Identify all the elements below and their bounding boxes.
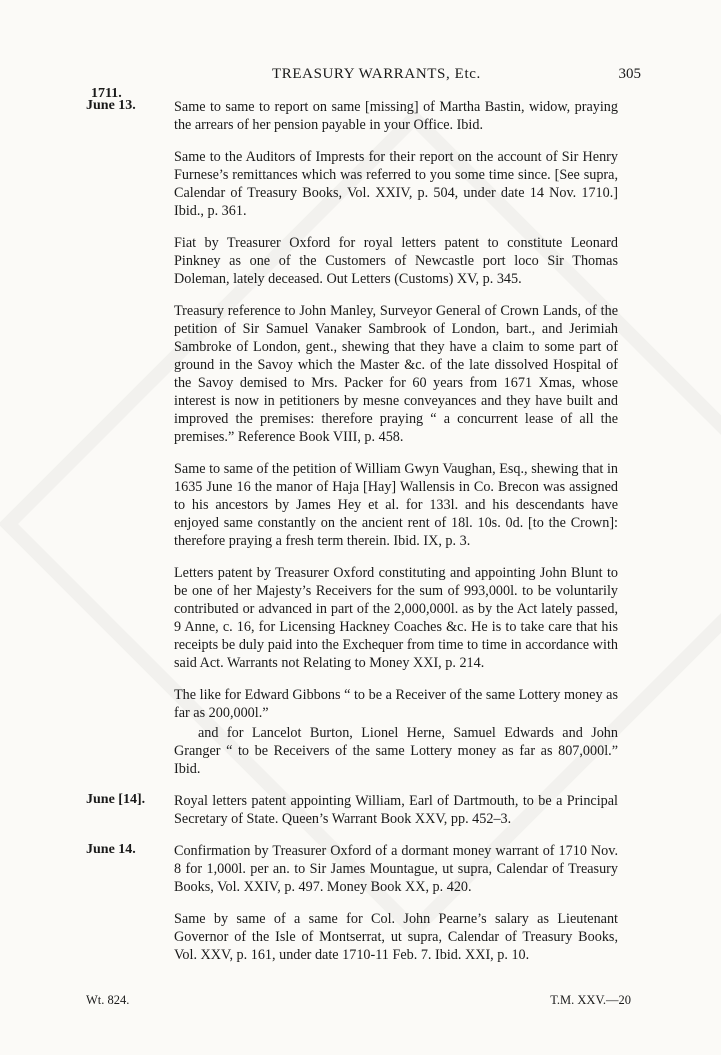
- entry-text: Same to the Auditors of Imprests for their report on the account of Sir Henry Furnese’s remittances which was referred to you some time since. [See supra, Calendar of Treasury Books, Vol. XXIV, p. 504, under date 14 Nov. 1710.] Ibid., p. 361.: [174, 149, 618, 219]
- entry-date: June 14.: [86, 842, 136, 857]
- entry: [0, 686, 721, 778]
- entry: [0, 564, 721, 672]
- entry-continuation: and for Lancelot Burton, Lionel Herne, Samuel Edwards and John Granger “ to be Receivers of the same Lottery money as far as 807,000l.” Ibid.: [174, 725, 618, 777]
- entries-list: [0, 98, 721, 976]
- entry-text: Same to same of the petition of William Gwyn Vaughan, Esq., shewing that in 1635 June 16 the manor of Haja [Hay] Wallensis in Co. Brecon was assigned to his ancestors by James Hey et al. for 133l. and his descendants have enjoyed same constantly on the ancient rent of 18l. 10s. 0d. [to the Crown]: therefore praying a fresh term therein. Ibid. IX, p. 3.: [174, 461, 618, 549]
- page-number: 305: [618, 66, 641, 82]
- running-title: TREASURY WARRANTS, Etc.: [272, 66, 481, 82]
- entry: [0, 148, 721, 220]
- entry: [0, 910, 721, 964]
- entry-date: June 13.: [86, 98, 136, 113]
- entry-text: Same to same to report on same [missing] of Martha Bastin, widow, praying the arrears of her pension payable in your Office. Ibid.: [174, 99, 618, 133]
- entry-text: Fiat by Treasurer Oxford for royal letters patent to constitute Leonard Pinkney as one of the Customers of Newcastle port loco Sir Thomas Doleman, lately deceased. Out Letters (Customs) XV, p. 345.: [174, 235, 618, 287]
- entry-text: The like for Edward Gibbons “ to be a Receiver of the same Lottery money as far as 200,000l.”: [174, 687, 618, 721]
- page-footer: [0, 993, 721, 1013]
- entry-date: June [14].: [86, 792, 146, 807]
- printer-mark: Wt. 824.: [86, 993, 130, 1007]
- entry: [0, 98, 721, 134]
- entry-text: Confirmation by Treasurer Oxford of a dormant money warrant of 1710 Nov. 8 for 1,000l. per an. to Sir James Mountague, ut supra, Calendar of Treasury Books, Vol. XXIV, p. 497. Money Book XX, p. 420.: [174, 843, 618, 895]
- signature-mark: T.M. XXV.—20: [550, 993, 631, 1007]
- entry: [0, 792, 721, 828]
- entry: [0, 234, 721, 288]
- entry: [0, 842, 721, 896]
- entry-text: Treasury reference to John Manley, Surveyor General of Crown Lands, of the petition of Sir Samuel Vanaker Sambrook of London, bart., and Jerimiah Sambroke of London, gent., shewing that they have a claim to some part of ground in the Savoy which the Master &c. of the late dissolved Hospital of the Savoy demised to Mrs. Packer for 60 years from 1671 Xmas, whose interest is now in petitioners by mesne conveyances and they have built and improved the premises: therefore praying “ a concurrent lease of all the premises.” Reference Book VIII, p. 458.: [174, 303, 618, 445]
- year-marker: 1711.: [91, 86, 122, 101]
- entry: [0, 302, 721, 446]
- entry-text: Royal letters patent appointing William, Earl of Dartmouth, to be a Principal Secretary of State. Queen’s Warrant Book XXV, pp. 452–3.: [174, 793, 618, 827]
- entry-text: Letters patent by Treasurer Oxford constituting and appointing John Blunt to be one of her Majesty’s Receivers for the sum of 993,000l. to be voluntarily contributed or advanced in part of the 2,000,000l. as by the Act lately passed, 9 Anne, c. 16, for Licensing Hackney Coaches &c. He is to take care that his receipts be duly paid into the Exchequer from time to time in accordance with said Act. Warrants not Relating to Money XXI, p. 214.: [174, 565, 618, 671]
- entry-text: Same by same of a same for Col. John Pearne’s salary as Lieutenant Governor of the Isle of Montserrat, ut supra, Calendar of Treasury Books, Vol. XXV, p. 161, under date 1710-11 Feb. 7. Ibid. XXI, p. 10.: [174, 911, 618, 963]
- page-header: [0, 66, 721, 88]
- entry: [0, 460, 721, 550]
